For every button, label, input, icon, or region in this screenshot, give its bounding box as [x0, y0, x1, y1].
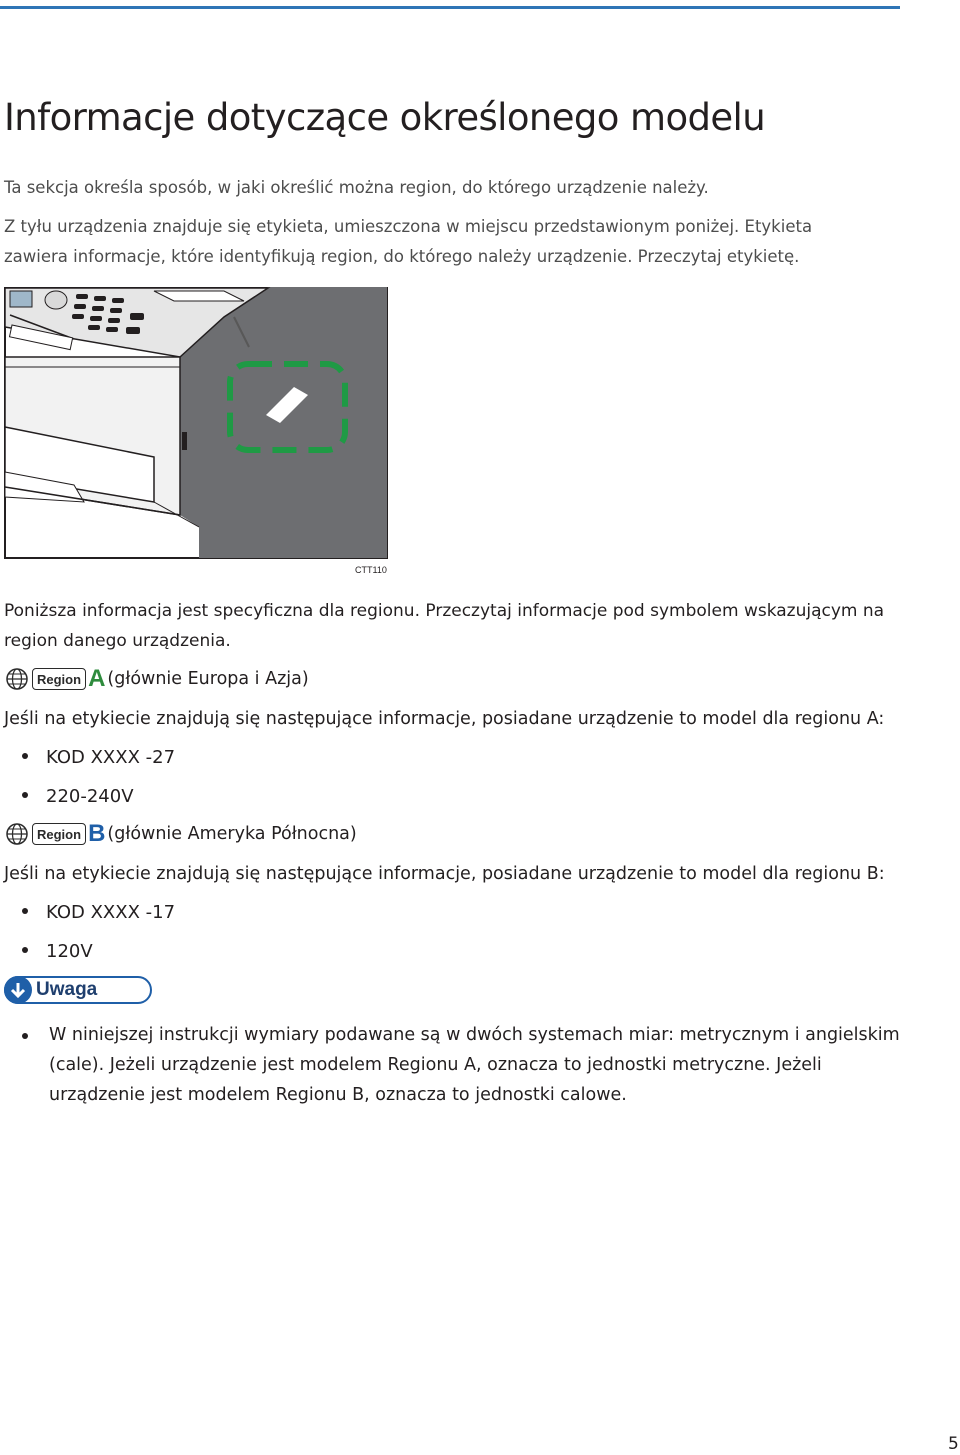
- intro-paragraph-2-line-1: Z tyłu urządzenia znajduje się etykieta, umieszczona w miejscu przedstawionym poniżej. Etykieta: [4, 217, 813, 236]
- region-a-item-2: 220-240V: [22, 782, 134, 812]
- region-a-letter: A: [88, 665, 106, 692]
- region-a-item-1: KOD XXXX -27: [22, 743, 175, 773]
- intro-paragraph-2-line-2: zawiera informacje, które identyfikują region, do którego należy urządzenie. Przeczytaj etykietę.: [4, 247, 800, 266]
- region-a-label: (głównie Europa i Azja): [107, 669, 309, 689]
- region-intro-line-1: Poniższa informacja jest specyficzna dla regionu. Przeczytaj informacje pod symbolem wskazującym na: [4, 601, 885, 621]
- page-title: Informacje dotyczące określonego modelu: [4, 96, 766, 139]
- region-b-heading: [4, 821, 357, 847]
- header-rule: [0, 6, 900, 9]
- note-heading: [4, 976, 152, 1004]
- down-arrow-icon: [4, 976, 32, 1004]
- region-b-item-2: 120V: [22, 937, 93, 967]
- region-b-text: Jeśli na etykiecie znajdują się następujące informacje, posiadane urządzenie to model dla regionu B:: [4, 864, 885, 884]
- page-number: 5: [948, 1434, 959, 1454]
- region-b-badge: Region: [32, 823, 86, 845]
- region-b-label: (głównie Ameryka Północna): [107, 824, 357, 844]
- globe-icon: [4, 667, 30, 691]
- region-a-badge: Region: [32, 668, 86, 690]
- region-a-heading: [4, 666, 309, 692]
- intro-paragraph-1: Ta sekcja określa sposób, w jaki określić można region, do którego urządzenie należy.: [4, 178, 709, 197]
- note-line-2: (cale). Jeżeli urządzenie jest modelem Regionu A, oznacza to jednostki metryczne. Jeżeli: [49, 1055, 822, 1075]
- printer-label-illustration: [4, 287, 388, 559]
- region-b-letter: B: [88, 820, 106, 847]
- region-intro-line-2: region danego urządzenia.: [4, 631, 231, 651]
- region-a-text: Jeśli na etykiecie znajdują się następujące informacje, posiadane urządzenie to model dla regionu A:: [4, 709, 885, 729]
- note-item: [22, 1020, 922, 1110]
- note-label: Uwaga: [36, 979, 98, 1000]
- note-line-3: urządzenie jest modelem Regionu B, oznacza to jednostki calowe.: [49, 1085, 627, 1105]
- globe-icon: [4, 822, 30, 846]
- region-b-item-1: KOD XXXX -17: [22, 898, 175, 928]
- figure-code: CTT110: [355, 565, 387, 575]
- note-line-1: W niniejszej instrukcji wymiary podawane są w dwóch systemach miar: metrycznym i angielskim: [49, 1025, 900, 1045]
